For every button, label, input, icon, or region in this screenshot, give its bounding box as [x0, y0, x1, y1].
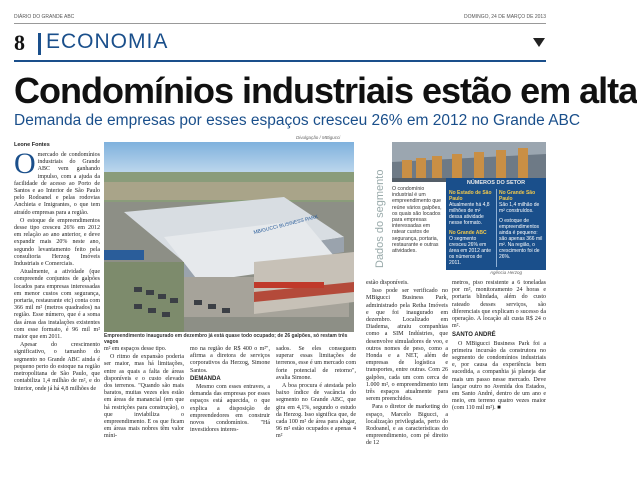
cell-text: O segmento cresceu 26% em área em 2012 ante os números de 2011. [449, 236, 491, 266]
table-divider [496, 189, 497, 267]
section-rule [14, 60, 546, 62]
paragraph: Apesar do crescimento significativo, o tamanho do segmento no Grande ABC ainda é pequeno perto do estoque na região metropolitana de São Paulo, que contabiliza 1,4 milhão de m², e do Interior, onde já há 4,8 milhões de [14, 342, 100, 392]
sidebar-intro: O condomínio industrial é um empreendimento que reúne vários galpões, os quais são locados para empresas interessadas em ratear custos de segurança, portaria, restaurante e outras atividades. [392, 186, 442, 255]
photo-caption: Empreendimento inaugurado em dezembro já está quase todo ocupado; de 26 galpões, só restam três vagos [104, 333, 348, 345]
article-column-4 [276, 346, 356, 476]
paragraph: O ritmo de expansão poderia ser maior, mas há limitações, entre as quais a falta de áreas disponíveis e o custo elevado dos terrenos. "Quando são mais baratos, muitas vezes eles estão em áreas de manancial (em que há restrições para construção), o que inviabiliza o empreendimento. E os que ficam em áreas mais nobres têm valor míni- [104, 354, 184, 440]
paragraph: m² em espaços desse tipo. [104, 346, 167, 352]
paragraph: Mesmo com esses entraves, a demanda das empresas por esses espaços está aquecida, o que explica a disposição de empreendedores em construir novos condomínios. "Há investidores interes- [190, 384, 270, 434]
article-column-6 [452, 280, 546, 476]
paragraph: mo na região de R$ 400 o m²", afirma a diretora de serviços corporativos da Herzog, Simone Santos. [190, 346, 270, 374]
article-column-5 [366, 280, 448, 476]
headline: Condomínios industriais estão em alta [14, 70, 637, 111]
page-number: 8 [14, 30, 25, 55]
cell-title: No Estado de São Paulo [449, 190, 492, 202]
paragraph: A boa procura é atestada pelo baixo índice de vacância do segmento no Grande ABC, que gira em 4,1%, segundo o estudo da Herzog. Isso significa que, de cada 100 m² de área para alugar, 96 m² estão ocupados e apenas 4 m² [276, 383, 356, 440]
building-sign: MBIGUCCI BUSINESS PARK [253, 214, 319, 236]
paragraph: Isso pode ser verificado no MBigucci Business Park, administrado pela Retha Imóveis e que foi inaugurado em dezembro. Localizado em Diadema, atraiu companhias como a SIM Indústries, que desenvolve simuladores de voo, e outros nomes de peso, como a Honda e a NET, além de empresas de logística e transportes, entre outras. Com 26 galpões, cada um com cerca de 1.000 m², o empreendimento tem três espaços atualmente para serem preenchidos. [366, 288, 448, 403]
warehouse-interior-photo [392, 142, 546, 182]
cell-text: São 1,4 milhão de m² construídos. [499, 202, 540, 214]
industrial-park-photo [104, 142, 354, 332]
issue-date: DOMINGO, 24 DE MARÇO DE 2013 [464, 14, 546, 20]
cell-title: No Grande São Paulo [499, 190, 536, 202]
sidebar-vertical-label [372, 169, 388, 276]
paper-name: DIÁRIO DO GRANDE ABC [14, 14, 75, 20]
sidebar-photo-credit: Agência Herzog [490, 270, 523, 275]
table-title: NÚMEROS DO SETOR [466, 180, 526, 186]
paragraph: O estoque de empreendimentos desse tipo cresceu 26% em 2012 em relação ao ano anterior, e deve expandir mais 20% neste ano, segundo levantamento feito pela consultoria Herzog Imóveis Industriais e Comerciais. [14, 217, 100, 268]
table-cell [449, 190, 494, 226]
section-divider [38, 33, 41, 55]
paragraph: O MBigucci Business Park foi a primeira incursão da construtora no segmento de condomínios industriais e, por causa da experiência bem sucedida, a companhia já planeja dar mais um passo nesse mercado. Deve lançar outro no Avenida dos Estados, em Santo André, dentro de um ano e meio, em terreno quatro vezes maior (com 110 mil m²). ■ [452, 340, 546, 412]
paragraph: metros, piso resistente a 6 toneladas por m², monitoramento 24 horas e portaria blindada, além do custo rateado desses serviços, são diferenciais que explicam o sucesso da operação. A locação ali custa R$ 24 o m². [452, 280, 546, 330]
article-column-1 [14, 147, 100, 476]
subheadline: Demanda de empresas por esses espaços cresceu 26% em 2012 no Grande ABC [14, 112, 581, 129]
top-rule [14, 23, 546, 24]
article-column-2 [104, 346, 184, 476]
paragraph: Atualmente, a atividade (que compreende conjuntos de galpões locados para empresas interessadas em menor custos com segurança, portaria, restaurante etc) conta com 366 mil m² (metros quadrados) na região. Esse número, que é a soma das áreas das instalações existentes com esse formato, é 96 mil m² maior que em 2011. [14, 269, 100, 341]
cell-title: No Grande ABC [449, 230, 487, 236]
cell-text: O estoque de empreendimentos ainda é pequeno: são apenas 366 mil m². Na região, o crescimento foi de 26%. [499, 218, 543, 260]
table-cell [499, 190, 544, 214]
byline: Leone Fontes [14, 142, 50, 148]
cell-text: Atualmente há 4,8 milhões de m² dessa atividade nesse formato. [449, 202, 490, 226]
sector-numbers-table [446, 178, 546, 270]
subtitle: DEMANDA [190, 375, 221, 382]
sidebar-vertical-text: Dados do segmento [374, 169, 386, 268]
paragraph: estão disponíveis. [366, 280, 409, 286]
paragraph: sados. Se eles conseguem superar essas limitações de terrenos, esse é um mercado com forte potencial de retorno", avalia Simone. [276, 346, 356, 381]
masthead-bar [14, 14, 546, 22]
paragraph: Para o diretor de marketing do espaço, Marcelo Bigucci, a localização privilegiada, perto do Rodoanel, e as características do empreendimento, com pé direito de 12 [366, 404, 448, 447]
subtitle: SANTO ANDRÉ [452, 332, 496, 339]
section-title: ECONOMIA [46, 30, 169, 53]
article-column-3 [190, 346, 270, 476]
table-cell [449, 230, 494, 266]
paragraph: mercado de condomínios industriais do Grande ABC vem ganhando impulso, com a ajuda da facilidade de acesso ao Porto de Santos e ao Interior de São Paulo pelo Rodoanel e pelas rodovias Anchieta e Imigrantes, o que tem atraído empresas para a região. [14, 152, 100, 216]
photo-credit: Divulgação / MBigucci [296, 135, 341, 140]
drop-cap: O [14, 147, 36, 180]
table-cell [499, 218, 544, 260]
triangle-down-icon [533, 38, 545, 47]
